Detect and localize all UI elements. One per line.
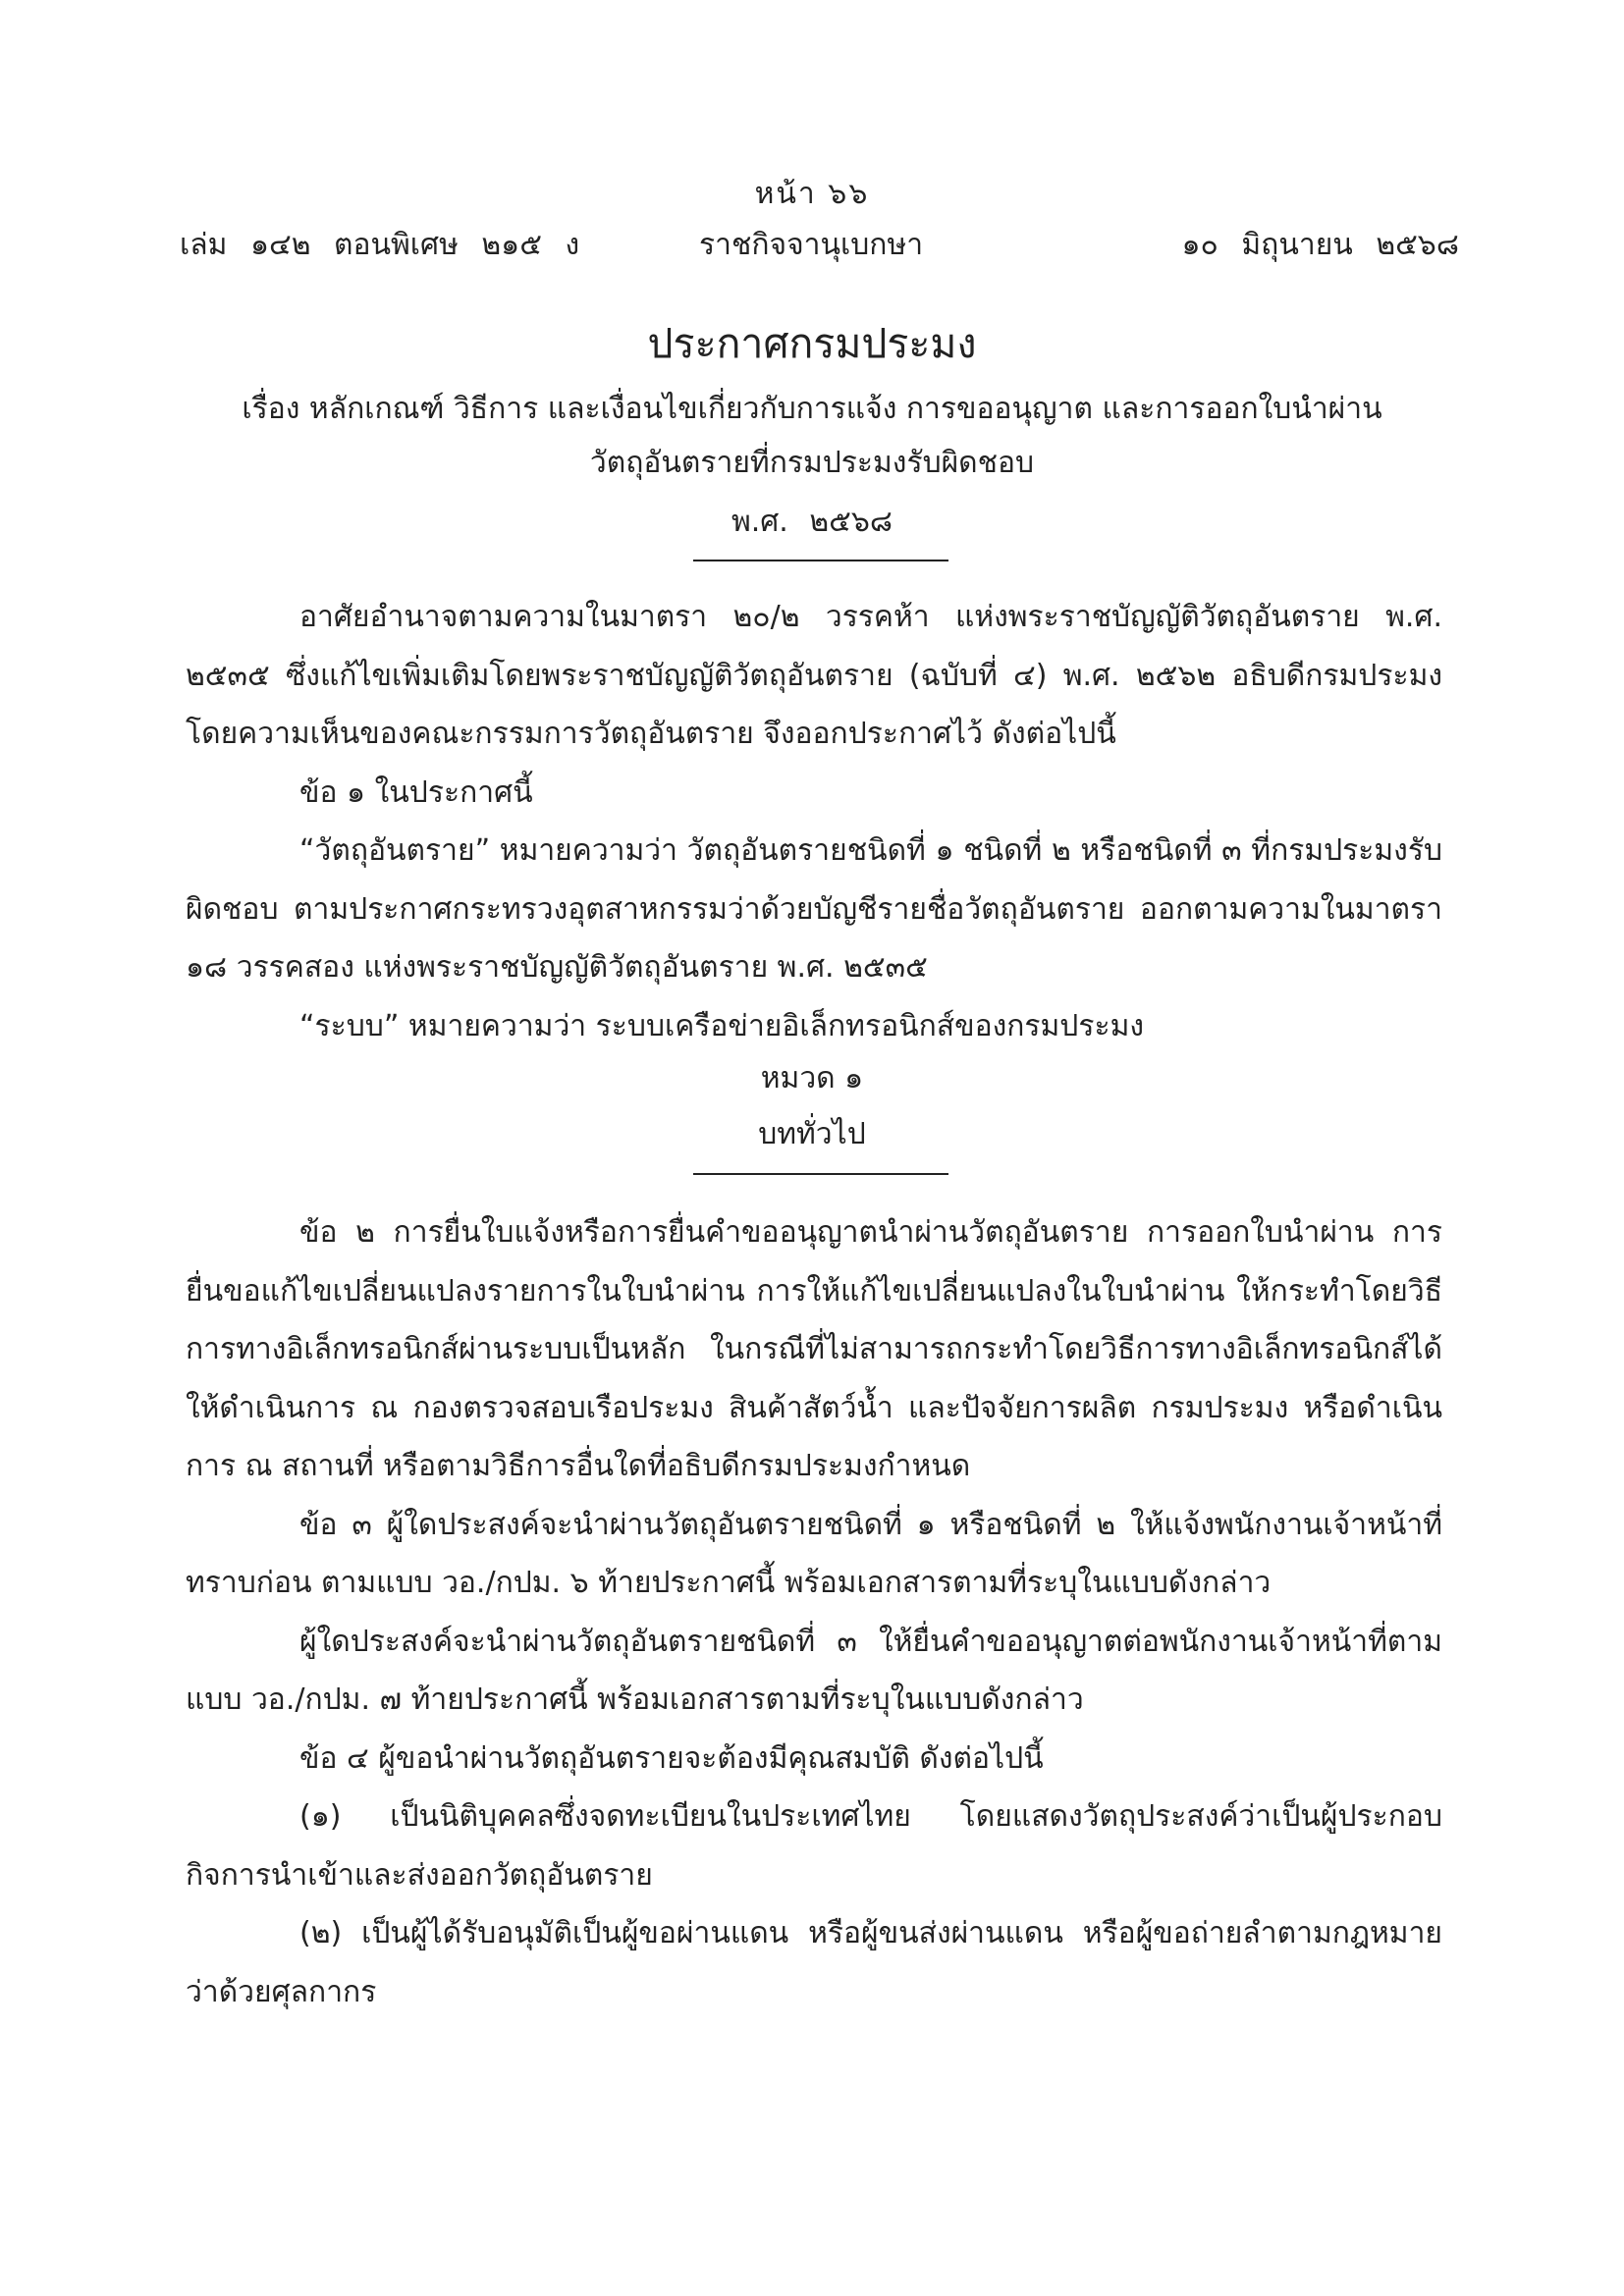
clause-3-paragraph: ข้อ ๓ ผู้ใดประสงค์จะนำผ่านวัตถุอันตรายชนิดที่ ๑ หรือชนิดที่ ๒ ให้แจ้งพนักงานเจ้าหน้าที่ทราบก่อน ตามแบบ วอ./กปม. ๖ ท้ายประกาศนี้ พร้อมเอกสารตามที่ระบุในแบบดังกล่าว — [186, 1507, 1442, 1600]
chapter-1-body — [186, 1203, 1442, 2021]
definition-hazardous-substance: “วัตถุอันตราย” หมายความว่า วัตถุอันตรายชนิดที่ ๑ ชนิดที่ ๒ หรือชนิดที่ ๓ ที่กรมประมงรับผิดชอบ ตามประกาศกระทรวงอุตสาหกรรมว่าด้วยบัญชีรายชื่อวัตถุอันตราย ออกตามความในมาตรา ๑๘ วรรคสอง แห่งพระราชบัญญัติวัตถุอันตราย พ.ศ. ๒๕๓๕ — [186, 833, 1442, 985]
clause-4-item-1: (๑) เป็นนิติบุคคลซึ่งจดทะเบียนในประเทศไทย โดยแสดงวัตถุประสงค์ว่าเป็นผู้ประกอบกิจการนำเข้าและส่งออกวัตถุอันตราย — [186, 1799, 1442, 1893]
page-number: หน้า ๖๖ — [754, 177, 870, 211]
preamble-section — [186, 588, 1442, 1055]
clause-3-second-paragraph: ผู้ใดประสงค์จะนำผ่านวัตถุอันตรายชนิดที่ ๓ ให้ยื่นคำขออนุญาตต่อพนักงานเจ้าหน้าที่ตามแบบ วอ./กปม. ๗ ท้ายประกาศนี้ พร้อมเอกสารตามที่ระบุในแบบดังกล่าว — [186, 1624, 1442, 1717]
title-divider — [693, 560, 948, 561]
chapter-label: หมวด ๑ — [760, 1061, 864, 1095]
gazette-name: ราชกิจจานุเบกษา — [699, 228, 924, 262]
clause-1-heading: ข้อ ๑ ในประกาศนี้ — [299, 774, 533, 810]
announcement-title: ประกาศกรมประมง — [647, 320, 977, 367]
definition-system: “ระบบ” หมายความว่า ระบบเครือข่ายอิเล็กทรอนิกส์ของกรมประมง — [299, 1008, 1144, 1043]
announcement-year: พ.ศ. ๒๕๖๘ — [731, 505, 893, 539]
clause-2-paragraph: ข้อ ๒ การยื่นใบแจ้งหรือการยื่นคำขออนุญาตนำผ่านวัตถุอันตราย การออกใบนำผ่าน การยื่นขอแก้ไขเปลี่ยนแปลงรายการในใบนำผ่าน การให้แก้ไขเปลี่ยนแปลงในใบนำผ่าน ให้กระทำโดยวิธีการทางอิเล็กทรอนิกส์ผ่านระบบเป็นหลัก ในกรณีที่ไม่สามารถกระทำโดยวิธีการทางอิเล็กทรอนิกส์ได้ ให้ดำเนินการ ณ กองตรวจสอบเรือประมง สินค้าสัตว์น้ำ และปัจจัยการผลิต กรมประมง หรือดำเนินการ ณ สถานที่ หรือตามวิธีการอื่นใดที่อธิบดีกรมประมงกำหนด — [186, 1215, 1442, 1483]
gazette-date: ๑๐ มิถุนายน ๒๕๖๘ — [1181, 228, 1459, 262]
chapter-divider — [693, 1173, 948, 1175]
announcement-subject-line-1: เรื่อง หลักเกณฑ์ วิธีการ และเงื่อนไขเกี่ยวกับการแจ้ง การขออนุญาต และการออกใบนำผ่าน — [242, 392, 1382, 426]
preamble-paragraph: อาศัยอำนาจตามความในมาตรา ๒๐/๒ วรรคห้า แห่งพระราชบัญญัติวัตถุอันตราย พ.ศ. ๒๕๓๕ ซึ่งแก้ไขเพิ่มเติมโดยพระราชบัญญัติวัตถุอันตราย (ฉบับที่ ๔) พ.ศ. ๒๕๖๒ อธิบดีกรมประมงโดยความเห็นของคณะกรรมการวัตถุอันตราย จึงออกประกาศไว้ ดังต่อไปนี้ — [186, 600, 1442, 751]
gazette-volume: เล่ม ๑๔๒ ตอนพิเศษ ๒๑๕ ง — [180, 228, 580, 262]
chapter-title: บททั่วไป — [758, 1117, 866, 1151]
announcement-subject-line-2: วัตถุอันตรายที่กรมประมงรับผิดชอบ — [589, 446, 1035, 480]
clause-4-item-2: (๒) เป็นผู้ได้รับอนุมัติเป็นผู้ขอผ่านแดน หรือผู้ขนส่งผ่านแดน หรือผู้ขอถ่ายลำตามกฎหมายว่าด้วยศุลกากร — [186, 1916, 1442, 2009]
clause-4-paragraph: ข้อ ๔ ผู้ขอนำผ่านวัตถุอันตรายจะต้องมีคุณสมบัติ ดังต่อไปนี้ — [299, 1740, 1044, 1776]
